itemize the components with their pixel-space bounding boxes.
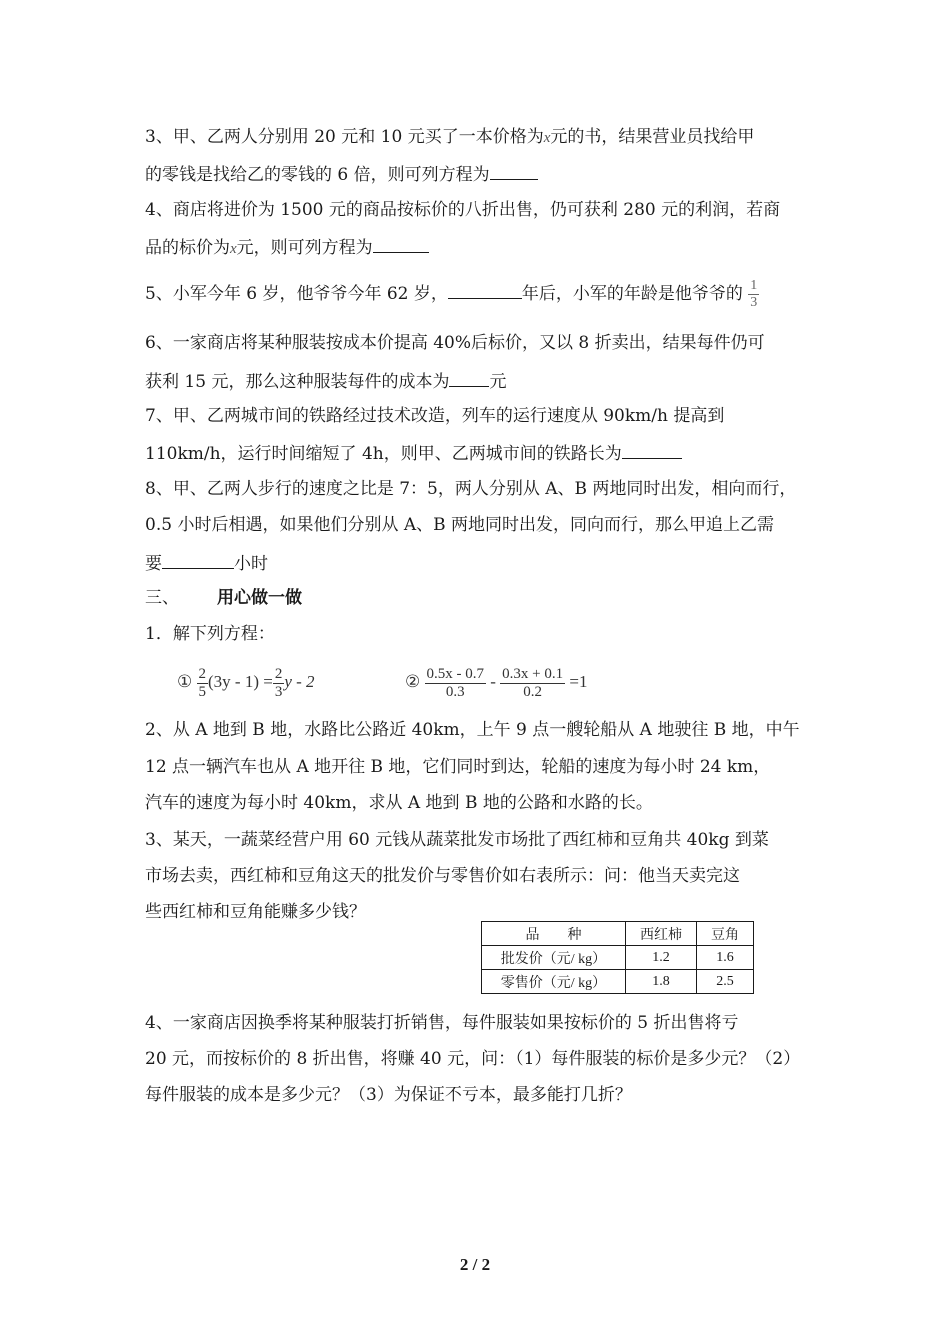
- q3-text-c: 的零钱是找给乙的零钱的 6 倍，则可列方程为: [145, 165, 490, 185]
- s3-q4-line3: [145, 1084, 632, 1106]
- q3-var-x: x: [543, 130, 551, 146]
- table-header-row: [482, 922, 754, 946]
- q8-line2: [145, 514, 774, 536]
- q5-text-a: 5、小军今年 6 岁，他爷爷今年 62 岁，: [145, 284, 448, 304]
- q6-line1: [145, 332, 765, 354]
- s3-q4-line2: [145, 1048, 800, 1070]
- eq2-frac2-den: 0.2: [500, 683, 565, 701]
- eq1-frac1-num: 2: [198, 665, 206, 682]
- table-cell-label: 零售价（元/ kg）: [482, 970, 626, 994]
- q4-var-x: x: [230, 241, 237, 257]
- q4-line1: [145, 199, 780, 221]
- q3-answer-blank[interactable]: [490, 162, 538, 180]
- eq1-frac1-den: 5: [198, 683, 206, 700]
- eq2-frac1-den: 0.3: [425, 683, 487, 701]
- q4-answer-blank[interactable]: [373, 235, 429, 253]
- q5-frac-den: 3: [750, 295, 758, 310]
- q5-answer-blank[interactable]: [448, 281, 522, 299]
- s3-q2-text-b: 12 点一辆汽车也从 A 地开往 B 地，它们同时到达，轮船的速度为每小时 24 km，: [145, 757, 771, 777]
- s3-q3-text-a: 3、某天，一蔬菜经营户用 60 元钱从蔬菜批发市场批了西红柿和豆角共 40kg 到菜: [145, 830, 769, 850]
- s3-q1-text: 1．解下列方程：: [145, 624, 275, 644]
- q3-line2: [145, 162, 538, 186]
- q3-text-b: 元的书，结果营业员找给甲: [550, 127, 755, 147]
- eq1-frac2-num: 2: [274, 665, 283, 682]
- s3-q4-text-b: 20 元，而按标价的 8 折出售，将赚 40 元，问：（1）每件服装的标价是多少元？（2）: [145, 1049, 801, 1069]
- q8-text-b: 0.5 小时后相遇，如果他们分别从 A、B 两地同时出发，同向而行，那么甲追上乙需: [145, 515, 775, 535]
- q7-line2: [145, 441, 682, 465]
- eq2-end: =1: [569, 672, 588, 691]
- section3-heading: [145, 587, 302, 609]
- eq2-mark: ②: [405, 672, 421, 692]
- q4-text-a: 4、商店将进价为 1500 元的商品按标价的八折出售，仍可获利 280 元的利润，若商: [145, 200, 781, 220]
- table-cell: 1.8: [626, 970, 697, 994]
- equation-1: [177, 660, 315, 704]
- q4-line2: [145, 235, 429, 260]
- s3-q2-line2: [145, 756, 770, 778]
- eq1-end: y - 2: [284, 672, 315, 691]
- q8-line3: [145, 551, 268, 575]
- q4-text-b: 品的标价为: [145, 238, 230, 258]
- table-header-tomato: 西红柿: [626, 922, 697, 946]
- s3-q1-label: [145, 623, 275, 645]
- s3-q3-line3: [145, 901, 366, 923]
- table-cell: 2.5: [697, 970, 754, 994]
- eq1-frac2: [273, 666, 285, 701]
- q5-text-b: 年后，小军的年龄是他爷爷的: [521, 284, 743, 304]
- equation-2: [405, 660, 587, 704]
- q8-line1: [145, 478, 796, 500]
- q8-text-c: 要: [145, 554, 162, 574]
- price-table: [481, 921, 754, 994]
- q5-fraction: [748, 278, 759, 311]
- table-header-bean: 豆角: [697, 922, 754, 946]
- eq2-frac1: [425, 666, 487, 701]
- q4-text-c: 元，则可列方程为: [236, 238, 373, 258]
- q7-text-b: 110km/h，运行时间缩短了 4h，则甲、乙两城市间的铁路长为: [145, 444, 622, 464]
- s3-q2-text-c: 汽车的速度为每小时 40km，求从 A 地到 B 地的公路和水路的长。: [145, 793, 653, 813]
- q3-line1: [145, 126, 754, 149]
- eq1-mid: (3y - 1) =: [208, 672, 273, 691]
- q6-text-a: 6、一家商店将某种服装按成本价提高 40%后标价，又以 8 折卖出，结果每件仍可: [145, 333, 765, 353]
- q8-text-d: 小时: [234, 554, 268, 574]
- page-number: 2 / 2: [459, 1255, 491, 1274]
- eq1-frac2-den: 3: [274, 683, 283, 700]
- s3-q2-line3: [145, 792, 653, 814]
- s3-q2-text-a: 2、从 A 地到 B 地，水路比公路近 40km，上午 9 点一艘轮船从 A 地驶往 B 地，中午: [145, 720, 800, 740]
- s3-q3-text-b: 市场去卖，西红柿和豆角这天的批发价与零售价如右表所示：问：他当天卖完这: [145, 866, 740, 886]
- q6-answer-blank[interactable]: [449, 369, 489, 387]
- q7-answer-blank[interactable]: [622, 441, 682, 459]
- q6-text-b: 获利 15 元，那么这种服装每件的成本为: [145, 372, 450, 392]
- table-row: [482, 946, 754, 970]
- q5-line: [145, 278, 759, 311]
- table-cell: 1.2: [626, 946, 697, 970]
- table-row: [482, 970, 754, 994]
- eq2-minus: -: [490, 672, 496, 691]
- q3-text-a: 3、甲、乙两人分别用 20 元和 10 元买了一本价格为: [145, 127, 544, 147]
- table-cell: 1.6: [697, 946, 754, 970]
- q7-text-a: 7、甲、乙两城市间的铁路经过技术改造，列车的运行速度从 90km/h 提高到: [145, 406, 725, 426]
- s3-q3-line1: [145, 829, 769, 851]
- table-header-variety: 品 种: [482, 922, 626, 946]
- q6-text-c: 元: [489, 372, 507, 392]
- s3-q3-line2: [145, 865, 740, 887]
- s3-q3-text-c: 些西红柿和豆角能赚多少钱？: [145, 902, 366, 922]
- q7-line1: [145, 405, 724, 427]
- s3-q4-text-c: 每件服装的成本是多少元？（3）为保证不亏本，最多能打几折？: [145, 1085, 632, 1105]
- eq2-frac1-num: 0.5x - 0.7: [426, 665, 484, 682]
- s3-q2-line1: [145, 719, 800, 741]
- q5-frac-num: 1: [750, 278, 758, 293]
- q6-line2: [145, 369, 506, 393]
- eq2-frac2-num: 0.3x + 0.1: [502, 665, 564, 682]
- s3-q4-text-a: 4、一家商店因换季将某种服装打折销售，每件服装如果按标价的 5 折出售将亏: [145, 1013, 739, 1033]
- eq1-frac1: [197, 666, 209, 701]
- eq2-frac2: [500, 666, 565, 701]
- table-cell-label: 批发价（元/ kg）: [482, 946, 626, 970]
- s3-q4-line1: [145, 1012, 738, 1034]
- q8-answer-blank[interactable]: [162, 551, 234, 569]
- q8-text-a: 8、甲、乙两人步行的速度之比是 7：5，两人分别从 A、B 两地同时出发，相向而行，: [145, 479, 797, 499]
- section3-heading-num: 三、: [145, 588, 179, 608]
- section3-heading-title: 用心做一做: [217, 588, 302, 608]
- eq1-mark: ①: [177, 672, 193, 692]
